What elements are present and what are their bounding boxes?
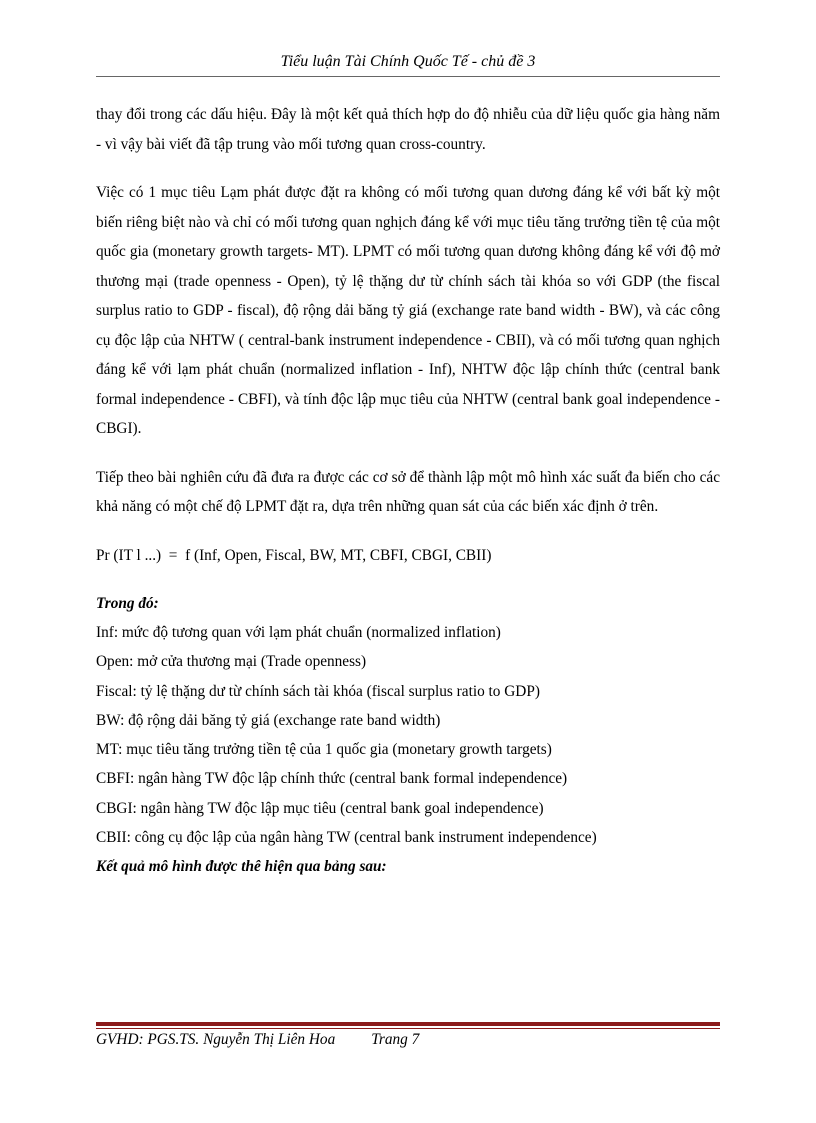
header-rule (96, 76, 720, 77)
definition-item: BW: độ rộng dải băng tỷ giá (exchange rate band width) (96, 711, 441, 729)
paragraph-1: thay đổi trong các dấu hiệu. Đây là một kết quả thích hợp do độ nhiễu của dữ liệu quốc gia hàng năm - vì vậy bài viết đã tập trung vào mối tương quan cross-country. (96, 106, 720, 153)
definitions-list (96, 618, 720, 852)
definition-item: Inf: mức độ tương quan với lạm phát chuẩn (normalized inflation) (96, 624, 501, 641)
definition-item: MT: mục tiêu tăng trưởng tiền tệ của 1 quốc gia (monetary growth targets) (96, 741, 552, 759)
definition-item: Fiscal: tỷ lệ thặng dư từ chính sách tài khóa (fiscal surplus ratio to GDP) (96, 682, 540, 700)
definition-item: CBII: công cụ độc lập của ngân hàng TW (central bank instrument independence) (96, 829, 597, 847)
page-number: Trang 7 (371, 1031, 420, 1048)
definition-item: CBGI: ngân hàng TW độc lập mục tiêu (central bank goal independence) (96, 799, 544, 817)
results-intro: Kết quả mô hình được thê hiện qua bảng sau: (96, 858, 387, 876)
definition-item: Open: mở cửa thương mại (Trade openness) (96, 653, 367, 671)
definitions-heading: Trong đó: (96, 595, 159, 612)
paragraph-3: Tiếp theo bài nghiên cứu đã đưa ra được các cơ sở để thành lập một mô hình xác suất đa biến cho các khả năng có một chế độ LPMT đặt ra, dựa trên những quan sát của các biến xác định ở trên. (96, 468, 720, 515)
footer-advisor: GVHD: PGS.TS. Nguyễn Thị Liên Hoa (96, 1031, 336, 1048)
footer-rule (96, 1022, 720, 1026)
page-header-title: Tiểu luận Tài Chính Quốc Tế - chủ đề 3 (280, 53, 536, 70)
footer-rule-thin (96, 1028, 720, 1029)
document-body (96, 100, 720, 881)
page-footer (96, 1030, 720, 1050)
paragraph-2: Việc có 1 mục tiêu Lạm phát được đặt ra không có mối tương quan dương đáng kể với bất kỳ một biến riêng biệt nào và chỉ có mối tương quan nghịch đáng kể với mục tiêu tăng trưởng tiền tệ của một quốc gia (monetary growth targets- MT). LPMT có mối tương quan dương không đáng kể với độ mở thương mại (trade openness - Open), tỷ lệ thặng dư từ chính sách tài khóa so với GDP (the fiscal surplus ratio to GDP - fiscal), độ rộng dải băng tỷ giá (exchange rate band width - BW), và các công cụ độc lập của NHTW ( central-bank instrument independence - CBII), và có mối tương quan nghịch đáng kể với lạm phát chuẩn (normalized inflation - Inf), NHTW độc lập chính thức (central bank formal independence - CBFI), và tính độc lập mục tiêu của NHTW (central bank goal independence - CBGI). (96, 184, 720, 437)
model-formula: Pr (IT l ...) = f (Inf, Open, Fiscal, BW, MT, CBFI, CBGI, CBII) (96, 546, 492, 564)
definition-item: CBFI: ngân hàng TW độc lập chính thức (central bank formal independence) (96, 770, 568, 788)
